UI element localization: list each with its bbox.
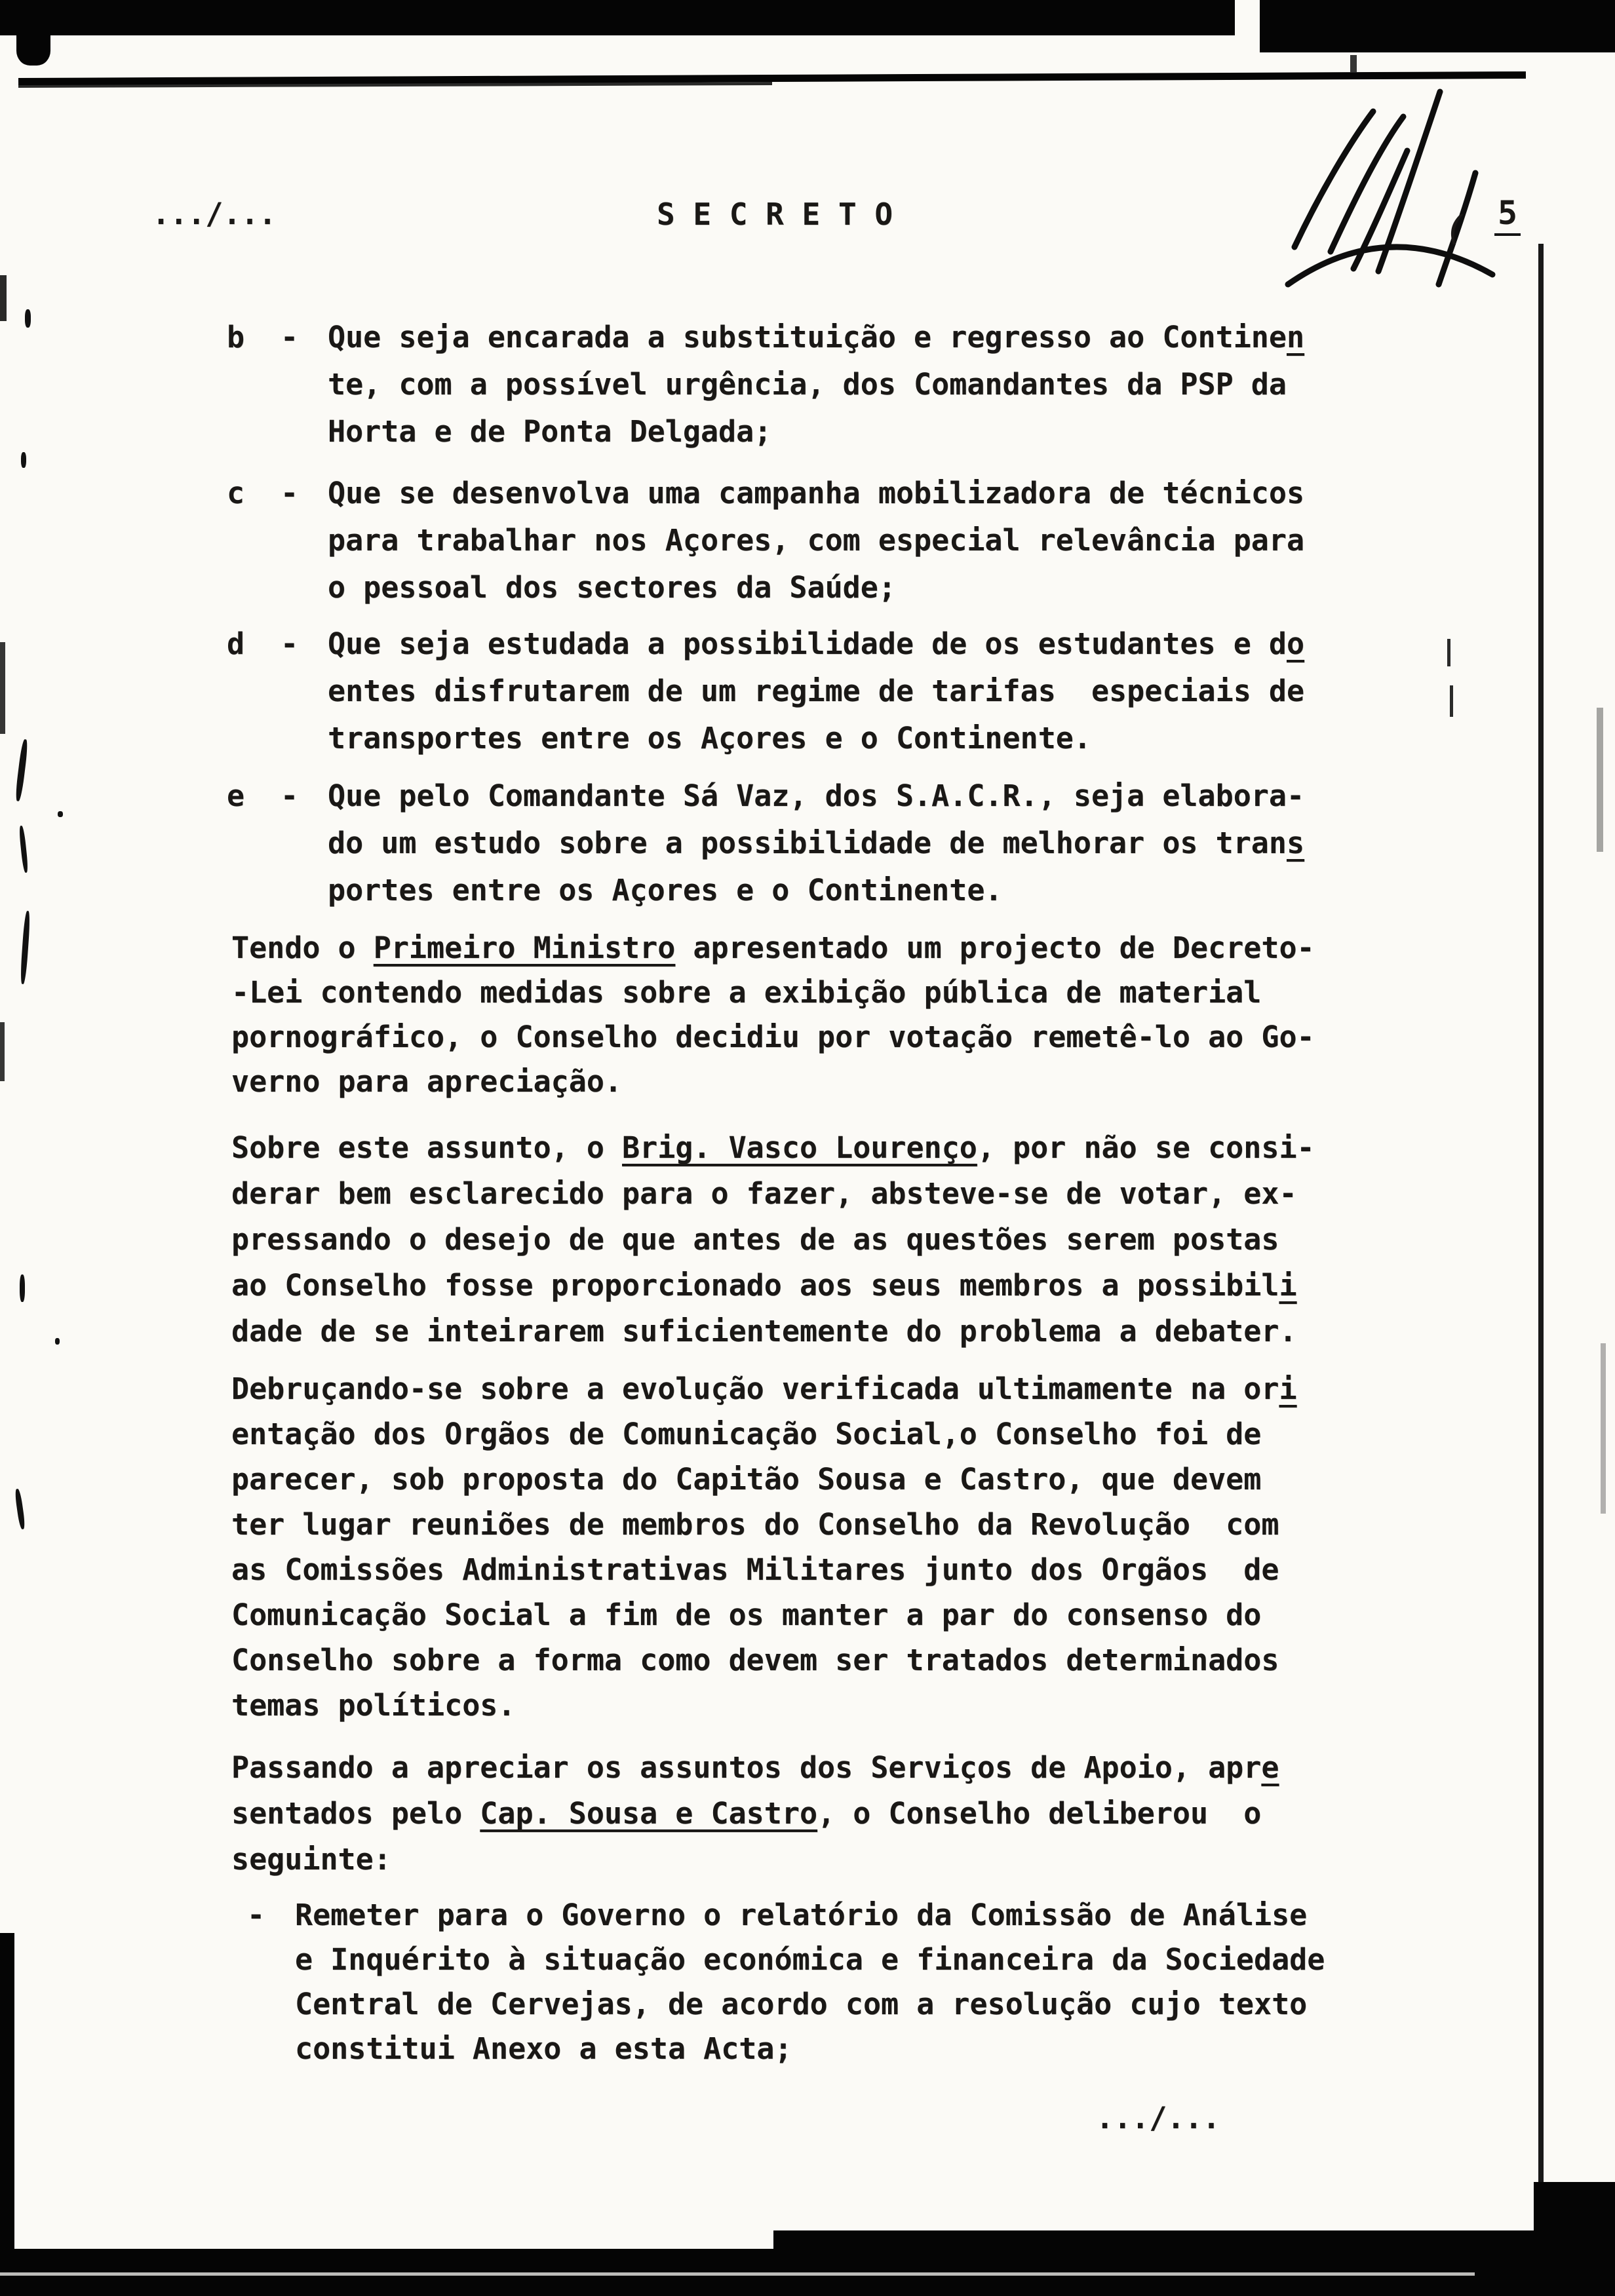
underlined-text: i (1279, 1268, 1297, 1303)
text-segment: ao Conselho fosse proporcionado aos seus membros a possibil (231, 1268, 1279, 1303)
text-segment: , por não se consi- (977, 1130, 1315, 1165)
scan-artifact-left-mark-2 (21, 452, 26, 468)
text-segment: Comunicação Social a fim de os manter a par do consenso do (231, 1598, 1262, 1632)
underlined-text: n (1286, 320, 1305, 354)
scan-artifact-left-mark-6 (20, 1274, 25, 1302)
handwritten-initials-mark (1275, 73, 1511, 299)
text-line (231, 1263, 1315, 1309)
lettered-item-b (227, 314, 1304, 455)
scan-artifact-left-bottom-bar (0, 1933, 14, 2296)
scan-artifact-right-vline (1538, 244, 1544, 2249)
text-line (231, 1791, 1279, 1837)
underlined-text: i (1279, 1371, 1297, 1406)
text-segment: seguinte: (231, 1842, 391, 1877)
text-segment: do um estudo sobre a possibilidade de melhorar os tran (328, 826, 1287, 860)
item-dash: - (247, 1898, 265, 1932)
text-segment: temas políticos. (231, 1688, 516, 1723)
page-number-paren: ( (1439, 205, 1471, 250)
text-line (295, 1982, 1325, 2027)
text-segment: portes entre os Açores e o Continente. (328, 873, 1003, 908)
item-dash: - (281, 778, 299, 813)
text-segment: sentados pelo (231, 1796, 480, 1831)
continuation-mark-bottom: .../... (1096, 2101, 1220, 2135)
text-segment: Sobre este assunto, o (231, 1130, 623, 1165)
text-line (231, 1366, 1297, 1411)
scan-artifact-left-edge-dash-1 (0, 275, 7, 321)
scan-artifact-bottom-band-step (773, 2230, 1615, 2253)
text-segment: e Inquérito à situação económica e financeira da Sociedade (295, 1942, 1325, 1977)
text-segment: , o Conselho deliberou o (817, 1796, 1262, 1831)
text-line (231, 1637, 1297, 1683)
scan-artifact-right-speckle-1 (1597, 708, 1603, 852)
text-line (231, 1502, 1297, 1547)
text-segment: pressando o desejo de que antes de as questões serem postas (231, 1222, 1279, 1257)
text-segment: apresentado um projecto de Decreto- (675, 930, 1315, 965)
scan-artifact-top-speck (1350, 55, 1357, 72)
underlined-text: Cap. Sousa e Castro (480, 1796, 818, 1831)
text-line (231, 1683, 1297, 1728)
text-line (231, 1411, 1297, 1457)
text-segment: Conselho sobre a forma como devem ser tratados determinados (231, 1643, 1279, 1677)
underlined-text: o (1286, 626, 1305, 661)
text-line (231, 1015, 1315, 1060)
text-segment: verno para apreciação. (231, 1064, 623, 1099)
text-line (231, 1837, 1279, 1883)
item-letter: b (227, 320, 245, 354)
text-segment: entes disfrutarem de um regime de tarifas especiais de (328, 674, 1305, 708)
item-text (328, 470, 1304, 611)
text-segment: Tendo o (231, 930, 374, 965)
scan-artifact-left-dot-2 (55, 1338, 60, 1345)
classification-title: S E C R E T O (657, 197, 893, 232)
scan-artifact-left-mark-4 (18, 826, 28, 873)
paragraph-vasco-lourenco (231, 1125, 1315, 1354)
underlined-text: Brig. Vasco Lourenço (622, 1130, 977, 1165)
item-dash: - (281, 476, 299, 510)
text-segment: as Comissões Administrativas Militares junto dos Orgãos de (231, 1552, 1279, 1587)
item-text (328, 314, 1304, 455)
text-segment: Que seja estudada a possibilidade de os estudantes e d (328, 626, 1287, 661)
text-line (295, 1893, 1325, 1938)
text-line (328, 820, 1304, 867)
scan-artifact-left-mark-3 (14, 739, 29, 802)
text-segment: -Lei contendo medidas sobre a exibição pública de material (231, 975, 1262, 1010)
text-line (328, 361, 1304, 408)
text-segment: transportes entre os Açores e o Continente. (328, 721, 1091, 756)
underlined-text: s (1286, 826, 1305, 860)
text-line (328, 773, 1304, 820)
text-segment: Que se desenvolva uma campanha mobilizadora de técnicos (328, 476, 1305, 510)
text-segment: Passando a apreciar os assuntos dos Serviços de Apoio, apr (231, 1750, 1262, 1785)
text-segment: dade de se inteirarem suficientemente do problema a debater. (231, 1314, 1297, 1349)
text-line (328, 867, 1304, 914)
text-line (231, 1060, 1315, 1104)
text-segment: pornográfico, o Conselho decidiu por votação remetê-lo ao Go- (231, 1020, 1315, 1054)
scan-artifact-right-speckle-2 (1601, 1343, 1606, 1514)
text-segment: para trabalhar nos Açores, com especial relevância para (328, 523, 1305, 558)
scan-artifact-top-blob (16, 29, 50, 66)
scan-artifact-top-bar-left (0, 0, 1235, 35)
lettered-item-c (227, 470, 1304, 611)
text-line (231, 1171, 1315, 1217)
item-text (328, 621, 1304, 762)
text-line (231, 926, 1315, 970)
text-segment: Que seja encarada a substituição e regresso ao Contine (328, 320, 1287, 354)
underlined-text: e (1261, 1750, 1279, 1785)
text-segment: parecer, sob proposta do Capitão Sousa e Castro, que devem (231, 1462, 1262, 1497)
item-dash: - (281, 626, 299, 661)
paragraph-decreto-lei (231, 926, 1315, 1104)
text-segment: o pessoal dos sectores da Saúde; (328, 570, 896, 605)
paragraph-comunicacao-social (231, 1366, 1297, 1728)
scan-artifact-bottom-right-chunk (1534, 2182, 1615, 2254)
paragraph-servicos-apoio (231, 1745, 1279, 1883)
text-line (231, 970, 1315, 1015)
scan-artifact-left-dot-1 (58, 811, 63, 817)
dash-item-remeter (247, 1893, 1325, 2071)
text-line (231, 1309, 1315, 1354)
text-line (295, 2027, 1325, 2071)
text-segment: Remeter para o Governo o relatório da Comissão de Análise (295, 1898, 1308, 1932)
text-line (295, 1938, 1325, 1982)
text-line (328, 517, 1304, 564)
scan-artifact-left-edge-dash-3 (0, 1022, 5, 1081)
text-segment: constitui Anexo a esta Acta; (295, 2031, 792, 2066)
text-line (328, 408, 1304, 455)
text-line (328, 715, 1304, 762)
text-line (328, 314, 1304, 361)
scan-artifact-bottom-crack (0, 2272, 1475, 2276)
continuation-mark-top: .../... (152, 197, 277, 231)
text-line (328, 621, 1304, 668)
text-segment: Central de Cervejas, de acordo com a resolução cujo texto (295, 1987, 1308, 2021)
text-segment: Que pelo Comandante Sá Vaz, dos S.A.C.R., seja elabora- (328, 778, 1305, 813)
text-segment: entação dos Orgãos de Comunicação Social,o Conselho foi de (231, 1417, 1262, 1451)
item-text (295, 1893, 1325, 2071)
text-line (231, 1457, 1297, 1502)
text-line (328, 470, 1304, 517)
text-line (231, 1217, 1315, 1263)
item-text (328, 773, 1304, 914)
lettered-item-e (227, 773, 1304, 914)
scan-artifact-pipe-mark-2 (1450, 685, 1453, 717)
page-number: 5 (1494, 194, 1521, 236)
text-segment: derar bem esclarecido para o fazer, absteve-se de votar, ex- (231, 1176, 1297, 1211)
text-line (231, 1125, 1315, 1171)
lettered-item-d (227, 621, 1304, 762)
text-line (328, 668, 1304, 715)
text-segment: te, com a possível urgência, dos Comandantes da PSP da (328, 367, 1287, 402)
text-segment: Horta e de Ponta Delgada; (328, 414, 772, 449)
text-line (231, 1745, 1279, 1791)
item-dash: - (281, 320, 299, 354)
scan-artifact-left-mark-7 (14, 1489, 26, 1530)
item-letter: e (227, 778, 245, 813)
underlined-text: Primeiro Ministro (373, 930, 676, 965)
text-line (231, 1547, 1297, 1592)
text-line (328, 564, 1304, 611)
scan-artifact-left-edge-dash-2 (0, 642, 5, 734)
scan-artifact-pipe-mark-1 (1447, 639, 1450, 666)
scan-artifact-top-bar-right (1260, 0, 1615, 52)
text-segment: ter lugar reuniões de membros do Conselho da Revolução com (231, 1507, 1279, 1542)
item-letter: c (227, 476, 245, 510)
text-line (231, 1592, 1297, 1637)
scan-artifact-left-mark-5 (20, 911, 31, 984)
text-segment: Debruçando-se sobre a evolução verificada ultimamente na or (231, 1371, 1279, 1406)
scan-artifact-left-mark-1 (25, 309, 31, 328)
item-letter: d (227, 626, 245, 661)
